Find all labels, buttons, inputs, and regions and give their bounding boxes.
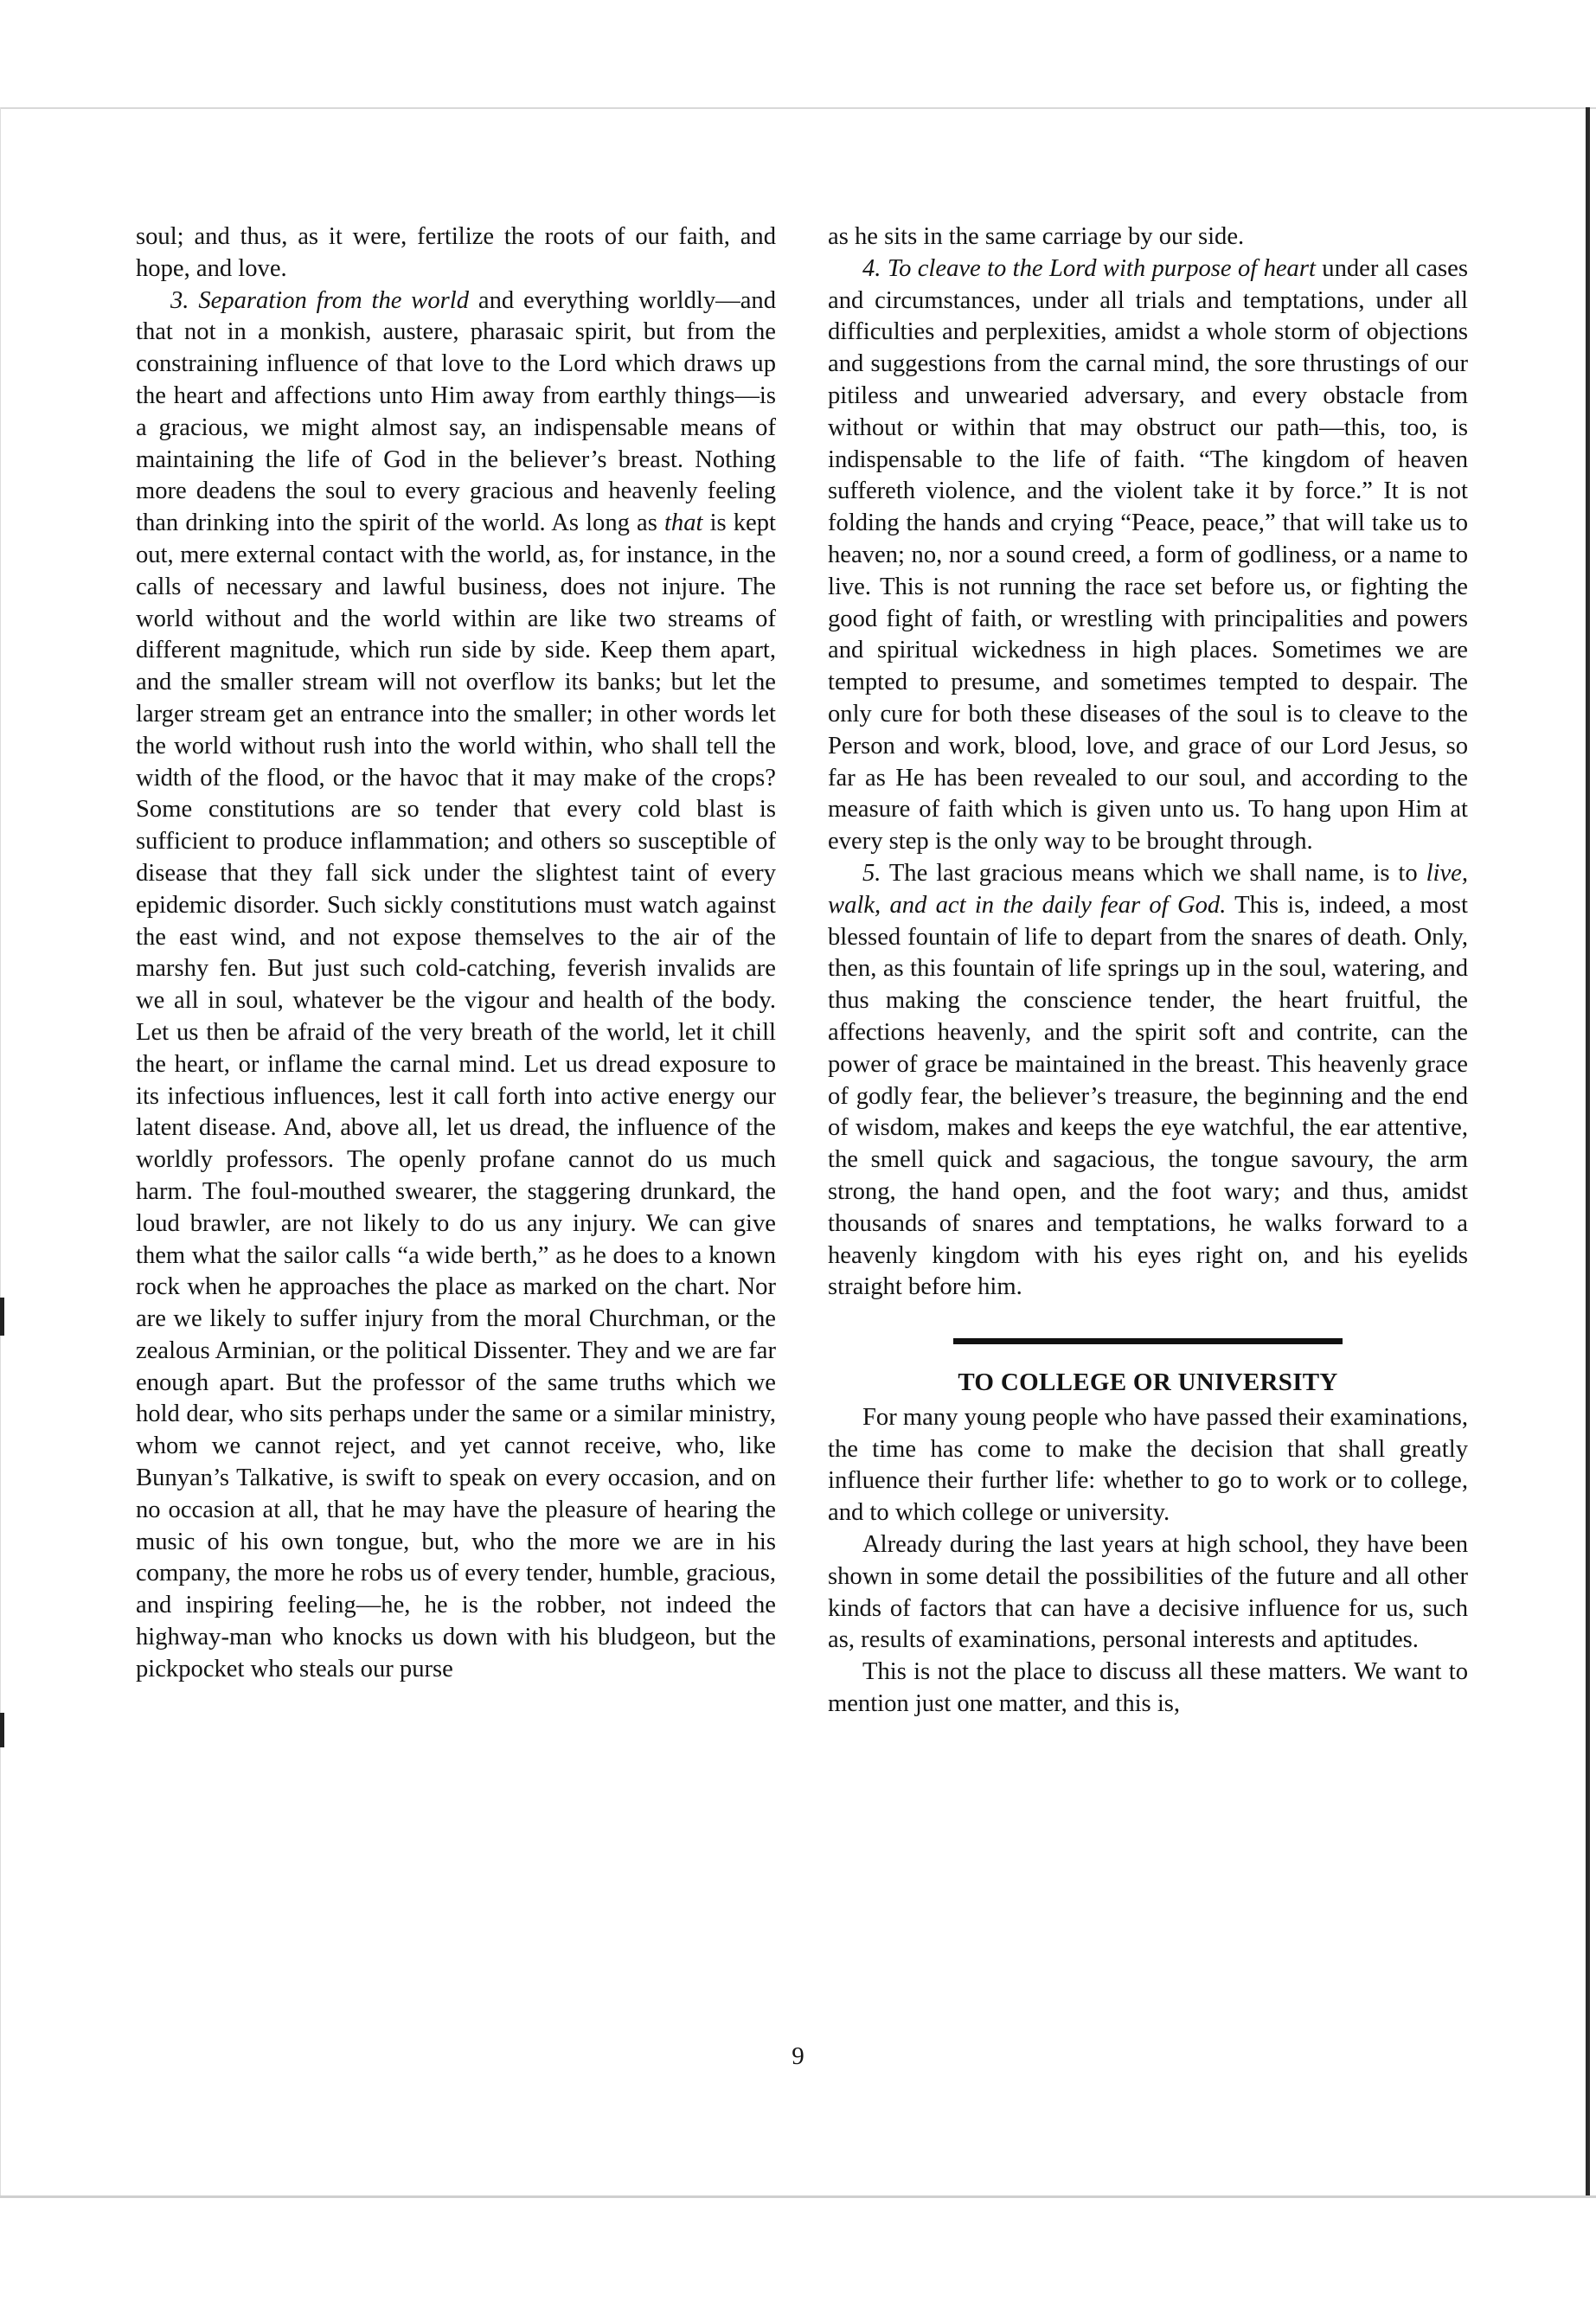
item-number: 5. — [862, 859, 881, 887]
section-title: TO COLLEGE OR UNIVERSITY — [958, 1368, 1338, 1397]
paragraph: as he sits in the same carriage by our side. — [828, 223, 1245, 250]
item-number: 4. — [862, 254, 881, 282]
page-number: 9 — [792, 2042, 804, 2070]
paragraph: 5. The last gracious means which we shall name, is to live, walk, and act in the daily fear of God. This is, indeed, a most blessed fountain of life to depart from the snares of death. Only, then, as this fountain of life springs up in the soul, watering, and thus making the conscience tender, the heart fruitful, the affections heavenly, and the spirit soft and contrite, can the power of grace be maintained in the breast. This heavenly grace of godly fear, the believer’s treasure, the beginning and the end of wisdom, makes and keeps the eye watchful, the ear attentive, the smell quick and sagacious, the tongue savoury, the arm strong, the hand open, and the foot wary; and thus, amidst thousands of snares and temptations, he walks forward to a heavenly kingdom with his eyes right on, and his eyelids straight before him. — [828, 859, 1469, 1301]
paragraph: For many young people who have passed their examinations, the time has come to make the decision that shall greatly influence their further life: whether to go to work or to college, and to which college or university. — [828, 1403, 1468, 1527]
paragraph: 4. To cleave to the Lord with purpose of heart under all cases and circumstances, under all trials and temptations, under all difficulties and perplexities, amidst a whole storm of objections and suggestions from the carnal mind, the sore thrustings of our pitiless and unwearied adversary, and every obstacle from without or within that may obstruct our path—this, too, is indispensable to the life of faith. “The kingdom of heaven suffereth violence, and the violent take it by force.” It is not folding the hands and crying “Peace, peace,” that will take us to heaven; no, nor a sound creed, a form of godliness, or a name to live. This is not running the race set before us, or fighting the good fight of faith, or wrestling with principalities and powers and spiritual wickedness in high places. Sometimes we are tempted to presume, and sometimes tempted to despair. The only cure for both these diseases of the soul is to cleave to the Person and work, blood, love, and grace of our Lord Jesus, so far as He has been revealed to our soul, and according to the measure of faith which is given unto us. To hang upon Him at every step is the only way to be brought through. — [828, 254, 1468, 856]
right-column — [828, 221, 1468, 1721]
emphasis: live, walk, and act in the daily fear of God. — [828, 859, 1468, 919]
scan-mark — [0, 1298, 4, 1336]
emphasis: Separation from the world — [198, 286, 470, 314]
left-column — [136, 221, 776, 1686]
paragraph: Already during the last years at high school, they have been shown in some detail the possibilities of the future and all other kinds of factors that can have a decisive influence for us, such as, results of examinations, personal interests and aptitudes. — [828, 1531, 1468, 1654]
paragraph: This is not the place to discuss all these matters. We want to mention just one matter, and this is, — [828, 1658, 1468, 1718]
section-divider — [953, 1338, 1343, 1344]
page-left-edge — [0, 107, 1, 2197]
page-top-edge — [0, 107, 1596, 109]
paragraph: soul; and thus, as it were, fertilize the roots of our faith, and hope, and love. — [136, 223, 776, 282]
scan-mark — [0, 1713, 4, 1747]
emphasis: that — [663, 510, 703, 537]
item-number: 3. — [170, 286, 189, 314]
page-bottom-edge — [0, 2195, 1596, 2198]
page-right-edge — [1586, 107, 1590, 2197]
paragraph: 3. Separation from the world and everything worldly—and that not in a monkish, austere, pharasaic spirit, but from the constraining influence of that love to the Lord which draws up the heart and affections unto Him away from earthly things—is a gracious, we might almost say, an indispensable means of maintaining the life of God in the believer’s breast. Nothing more deadens the soul to every gracious and heavenly feeling than drinking into the spirit of the world. As long as that is kept out, mere external contact with the world, as, for instance, in the calls of necessary and lawful business, does not injure. The world without and the world within are like two streams of different magnitude, which run side by side. Keep them apart, and the smaller stream will not overflow its banks; but let the larger stream get an entrance into the smaller; in other words let the world without rush into the world within, who shall tell the width of the flood, or the havoc that it may make of the crops? Some constitutions are so tender that every cold blast is sufficient to produce inflammation; and others so susceptible of disease that they fall sick under the slightest taint of every epidemic disorder. Such sickly constitutions must watch against the east wind, and not expose themselves to the air of the marshy fen. But just such cold-catching, feverish invalids are we all in soul, whatever be the vigour and health of the body. Let us then be afraid of the very breath of the world, let it chill the heart, or inflame the carnal mind. Let us dread exposure to its infectious influences, lest it call forth into active energy our latent disease. And, above all, let us dread, the influence of the worldly professors. The openly profane cannot do us much harm. The foul-mouthed swearer, the staggering drunkard, the loud brawler, are not likely to do us any injury. We can give them what the sailor calls “a wide berth,” as he does to a known rock when he approaches the place as marked on the chart. Nor are we likely to suffer injury from the moral Churchman, or the zealous Arminian, or the political Dissenter. They and we are far enough apart. But the professor of the same truths which we hold dear, who sits perhaps under the same or a similar ministry, whom we cannot reject, and yet cannot receive, who, like Bunyan’s Talkative, is swift to speak on every occasion, and on no occasion at all, that he may have the pleasure of hearing the music of his own tongue, but, who the more we are in his company, the more he robs us of every tender, humble, gracious, and inspiring feeling—he, he is the robber, not indeed the highway-man who knocks us down with his bludgeon, but the pickpocket who steals our purse — [136, 286, 777, 1682]
emphasis: To cleave to the Lord with purpose of heart — [887, 254, 1316, 282]
